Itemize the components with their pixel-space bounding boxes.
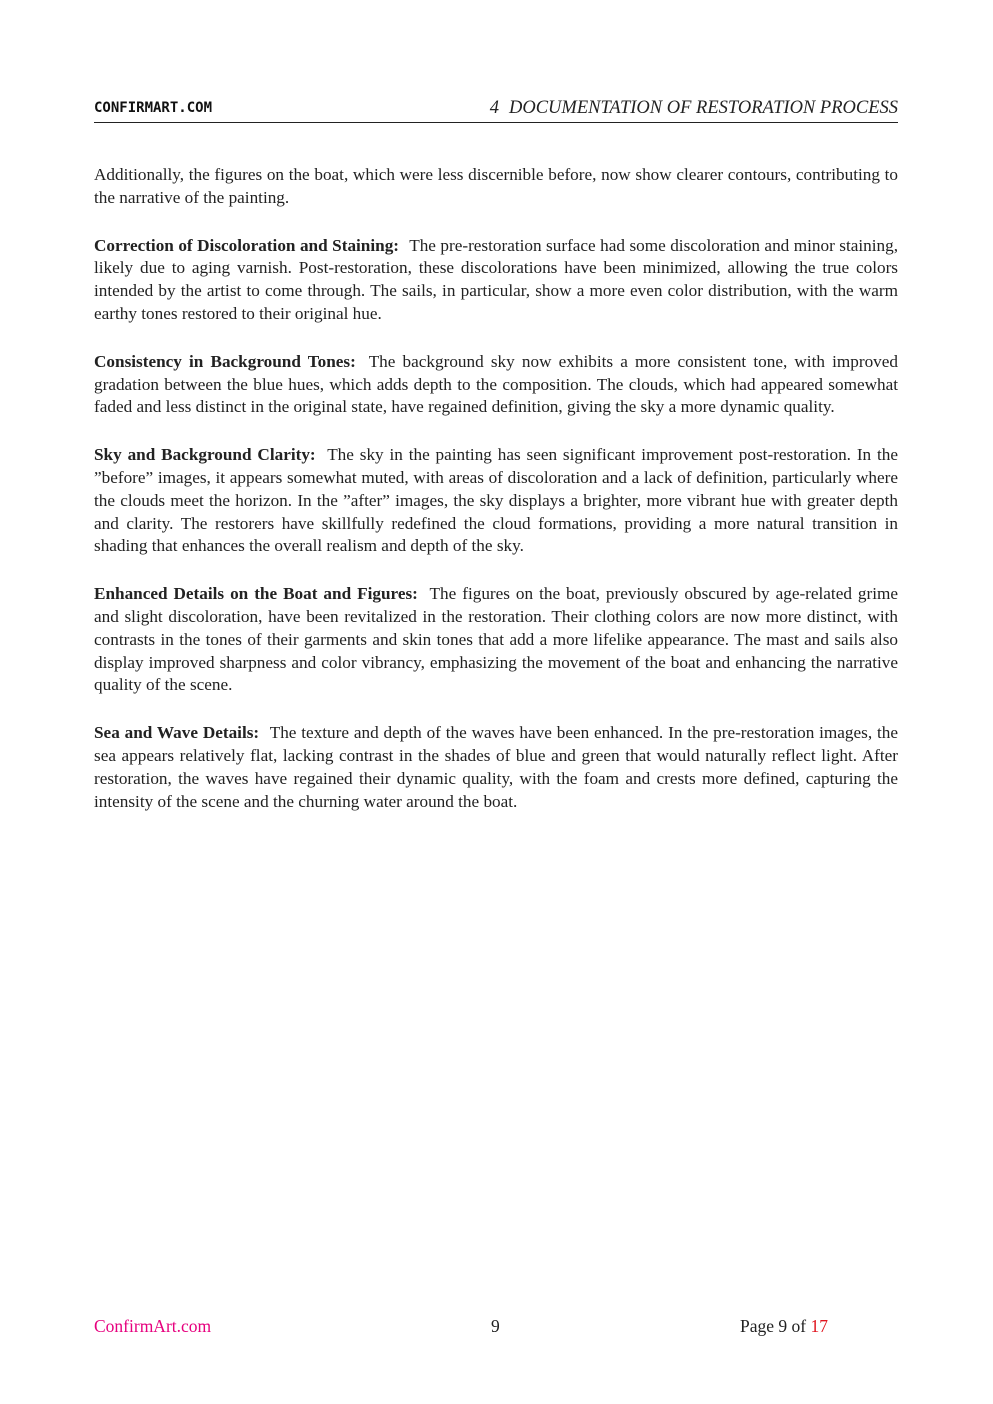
page-footer (94, 1316, 898, 1338)
footer-page-indicator (740, 1316, 828, 1337)
section-number: 4 (489, 98, 499, 118)
paragraph-heading: Enhanced Details on the Boat and Figures: (94, 584, 418, 604)
paragraph-background-tones (94, 351, 898, 419)
paragraph-heading: Consistency in Background Tones: (94, 351, 356, 371)
total-pages-link[interactable]: 17 (810, 1316, 828, 1336)
footer-page-number: 9 (491, 1316, 500, 1336)
paragraph-text: The sky in the painting has seen significant improvement post-restoration. In the ”before” images, it appears somewhat muted, with areas of discoloration and a lack of definition, particularly where the clouds meet the horizon. In the ”after” images, the sky displays a brighter, more vibrant hue with greater depth and clarity. The restorers have skillfully redefined the cloud formations, providing a more natural transition in shading that enhances the overall realism and depth of the sky. (94, 445, 898, 556)
paragraph-heading: Sky and Background Clarity: (94, 445, 316, 465)
paragraph-boat-figures (94, 583, 898, 697)
paragraph-heading: Sea and Wave Details: (94, 723, 260, 743)
section-title: DOCUMENTATION OF RESTORATION PROCESS (508, 98, 898, 118)
site-logo: CONFIRMART.COM (94, 100, 213, 116)
intro-paragraph: Additionally, the figures on the boat, which were less discernible before, now show clearer contours, contributing to the narrative of the painting. (94, 165, 898, 207)
page-body (94, 164, 898, 838)
paragraph-text: The figures on the boat, previously obscured by age-related grime and slight discoloration, have been revitalized in the restoration. Their clothing colors are now more distinct, with contrasts in the tones of their garments and skin tones that add a more lifelike appearance. The mast and sails also display improved sharpness and color vibrancy, emphasizing the movement of the boat and enhancing the narrative quality of the scene. (94, 584, 898, 695)
running-section-title (490, 98, 898, 119)
paragraph-text: The texture and depth of the waves have been enhanced. In the pre-restoration images, the sea appears relatively flat, lacking contrast in the shades of blue and green that would naturally reflect light. After restoration, the waves have regained their dynamic quality, with the foam and crests more defined, capturing the intensity of the scene and the churning water around the boat. (94, 723, 898, 811)
paragraph-text: The background sky now exhibits a more consistent tone, with improved gradation between the blue hues, which adds depth to the composition. The clouds, which had appeared somewhat faded and less distinct in the original state, have regained definition, giving the sky a more dynamic quality. (94, 351, 898, 417)
paragraph-discoloration (94, 235, 898, 326)
page-indicator-prefix: Page 9 of (740, 1316, 807, 1336)
paragraph-heading: Correction of Discoloration and Staining: (94, 235, 400, 255)
paragraph-sea-waves (94, 722, 898, 813)
paragraph-sky-clarity (94, 444, 898, 558)
paragraph-text: The pre-restoration surface had some discoloration and minor staining, likely due to aging varnish. Post-restoration, these discolorations have been minimized, allowing the true colors intended by the artist to come through. The sails, in particular, show a more even color distribution, with the warm earthy tones restored to their original hue. (94, 235, 898, 323)
page-header (94, 98, 898, 123)
footer-site-link[interactable]: ConfirmArt.com (94, 1316, 212, 1336)
